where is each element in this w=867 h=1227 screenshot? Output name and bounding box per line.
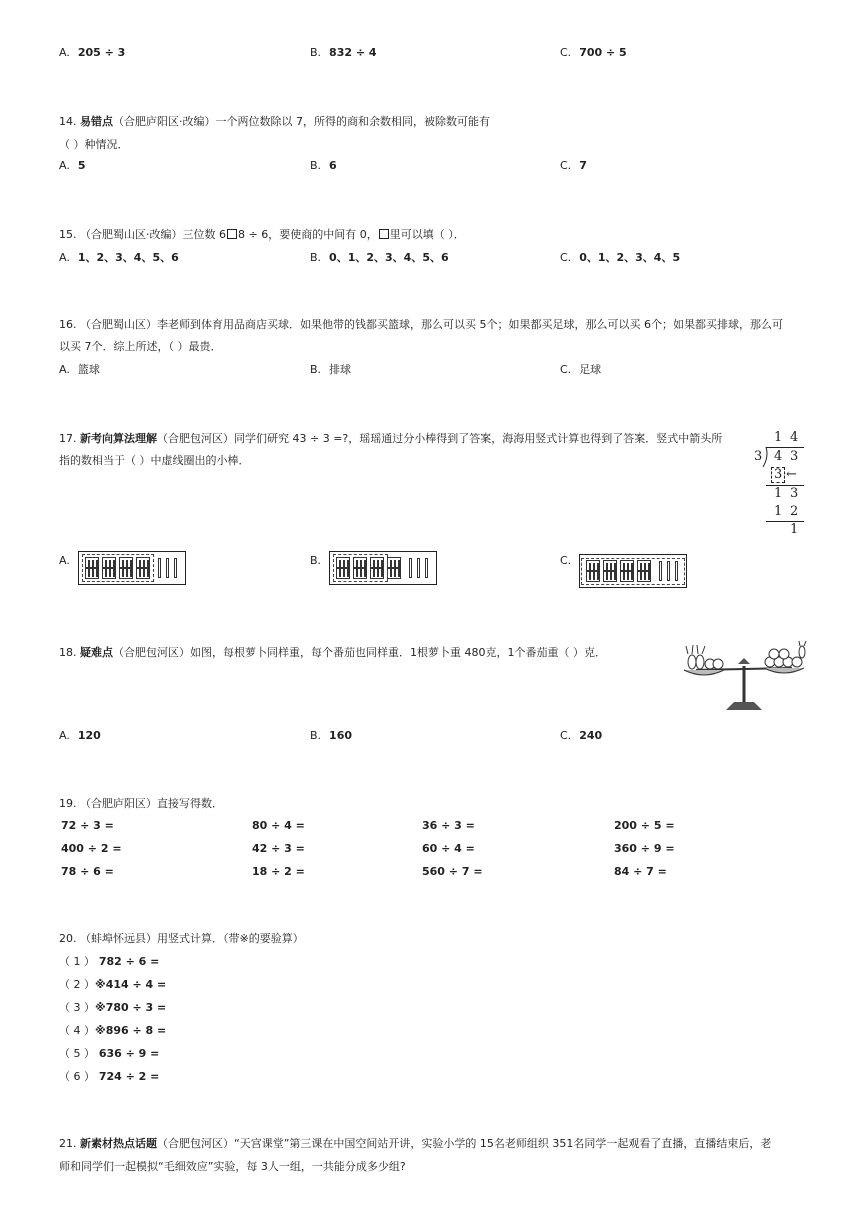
option-text: 240 — [579, 729, 603, 742]
item-expression: ※896 ÷ 8 = — [95, 1024, 167, 1037]
q16-option-c[interactable] — [560, 361, 601, 377]
dashed-circle — [333, 554, 388, 582]
question-text: 里可以填（ ）． — [389, 228, 465, 241]
division-line — [766, 485, 804, 486]
tomato-icon — [713, 659, 723, 669]
q14-option-b[interactable] — [310, 159, 337, 172]
question-source: （合肥包河区） — [157, 432, 234, 445]
question-text: 用竖式计算．（带※的要验算） — [157, 932, 304, 945]
q19-cell[interactable]: 560 ÷ 7 = — [422, 865, 483, 878]
q17-option-a-sticks[interactable] — [78, 551, 186, 585]
radish-icon — [686, 645, 705, 669]
q14-option-a[interactable] — [59, 159, 85, 172]
option-letter: B. — [310, 363, 322, 376]
q20-stem — [59, 930, 304, 946]
remainder-digit: 3 — [790, 486, 799, 501]
item-index: （ 1 ） — [59, 955, 95, 968]
question-text: 同学们研究 43 ÷ 3 =?，瑶瑶通过分小棒得到了答案，海海用竖式计算也得到了答案．竖式中箭头所 — [234, 432, 723, 445]
option-letter: C. — [560, 363, 572, 376]
q20-item[interactable] — [59, 1068, 159, 1084]
q17-option-a-letter[interactable]: A. — [59, 554, 70, 567]
single-stick-icon — [417, 558, 420, 578]
dashed-circle — [82, 554, 154, 582]
q21-stem-line2: 师和同学们一起模拟“毛细效应”实验，每 3人一组，一共能分成多少组? — [59, 1160, 406, 1173]
single-stick-icon — [158, 558, 161, 578]
q19-cell[interactable]: 400 ÷ 2 = — [61, 842, 122, 855]
question-text: 三位数 6 — [182, 228, 226, 241]
question-tag: 新素材热点话题 — [80, 1137, 157, 1150]
option-text: 832 ÷ 4 — [329, 46, 377, 59]
blank-box-icon — [227, 229, 237, 239]
option-letter: A. — [59, 46, 70, 59]
dashed-circle — [581, 558, 685, 585]
question-tag: 新考向算法理解 — [80, 432, 157, 445]
q18-option-a[interactable] — [59, 729, 101, 742]
question-source: （蚌埠怀远县） — [80, 932, 157, 945]
q19-cell[interactable]: 80 ÷ 4 = — [252, 819, 305, 832]
q18-stem — [59, 644, 606, 660]
q15-option-b[interactable] — [310, 249, 449, 265]
q15-option-c[interactable] — [560, 249, 680, 265]
option-text: 足球 — [579, 363, 602, 376]
option-letter: B. — [310, 46, 322, 59]
q14-stem-line2: （ ）种情况． — [59, 138, 129, 151]
question-source: （合肥庐阳区·改编） — [113, 115, 216, 128]
question-number: 19. — [59, 797, 77, 810]
item-index: （ 2 ） — [59, 978, 95, 991]
divisor: 3 — [754, 449, 763, 464]
q19-cell[interactable]: 36 ÷ 3 = — [422, 819, 475, 832]
option-text: 120 — [77, 729, 101, 742]
q16-option-a[interactable] — [59, 361, 100, 377]
q17-option-b-sticks[interactable] — [329, 551, 437, 585]
option-text: 700 ÷ 5 — [579, 46, 627, 59]
option-text: 7 — [579, 159, 587, 172]
product-digit: 2 — [790, 504, 799, 519]
tomato-icon — [765, 649, 802, 667]
question-number: 14. — [59, 115, 77, 128]
option-text: 6 — [329, 159, 337, 172]
q19-cell[interactable]: 84 ÷ 7 = — [614, 865, 667, 878]
division-bar — [766, 447, 804, 448]
option-letter: C. — [560, 159, 572, 172]
option-letter: B. — [310, 251, 322, 264]
question-text: 8 ÷ 6，要使商的中间有 0， — [238, 228, 378, 241]
option-text: 0、1、2、3、4、5、6 — [329, 251, 449, 264]
q17-stem-line1 — [59, 430, 722, 446]
option-text: 排球 — [329, 363, 352, 376]
question-text: 李老师到体育用品商店买球．如果他带的钱都买篮球，那么可以买 5个；如果都买足球，那么可以买 6个；如果都买排球，那么可 — [157, 318, 783, 331]
blank-box-icon — [379, 229, 389, 239]
arrow-icon: ← — [786, 467, 797, 482]
item-expression: ※414 ÷ 4 = — [95, 978, 167, 991]
remainder-digit: 1 — [774, 486, 783, 501]
q19-cell[interactable]: 42 ÷ 3 = — [252, 842, 305, 855]
question-number: 16. — [59, 318, 77, 331]
q20-item[interactable] — [59, 953, 159, 969]
q19-cell[interactable]: 72 ÷ 3 = — [61, 819, 114, 832]
q17-option-c-sticks[interactable] — [579, 554, 687, 588]
q19-cell[interactable]: 360 ÷ 9 = — [614, 842, 675, 855]
question-number: 17. — [59, 432, 77, 445]
radish-icon — [799, 641, 806, 658]
question-text: 一个两位数除以 7，所得的商和余数相同，被除数可能有 — [215, 115, 490, 128]
item-index: （ 6 ） — [59, 1070, 95, 1083]
single-stick-icon — [409, 558, 412, 578]
stick-bundle-icon — [387, 557, 401, 579]
q13-option-a[interactable] — [59, 46, 125, 59]
division-line — [766, 521, 804, 522]
balance-scale-image — [678, 640, 810, 712]
quotient-digit: 1 — [774, 430, 783, 445]
question-number: 18. — [59, 646, 77, 659]
q19-cell[interactable]: 200 ÷ 5 = — [614, 819, 675, 832]
option-letter: A. — [59, 251, 70, 264]
question-source: （合肥包河区） — [157, 1137, 234, 1150]
question-number: 15. — [59, 228, 77, 241]
option-letter: B. — [310, 159, 322, 172]
option-letter: B. — [310, 729, 322, 742]
option-letter: C. — [560, 251, 572, 264]
option-letter: A. — [59, 159, 70, 172]
product-digit-boxed: 3 — [771, 467, 785, 483]
single-stick-icon — [174, 558, 177, 578]
question-text: 直接写得数． — [157, 797, 223, 810]
item-expression: 636 ÷ 9 = — [95, 1047, 160, 1060]
q16-option-b[interactable] — [310, 361, 351, 377]
final-remainder: 1 — [790, 522, 799, 537]
q20-item[interactable] — [59, 999, 166, 1015]
q17-stem-line2: 指的数相当于（ ）中虚线圈出的小棒． — [59, 454, 250, 467]
q16-stem-line1 — [59, 316, 783, 332]
q20-item[interactable] — [59, 1045, 159, 1061]
dividend-digit: 3 — [790, 449, 799, 464]
q17-option-c-letter[interactable]: C. — [560, 554, 572, 567]
product-digit: 1 — [774, 504, 783, 519]
option-text: 5 — [77, 159, 86, 172]
question-tag: 疑难点 — [80, 646, 113, 659]
option-letter: A. — [59, 363, 70, 376]
item-expression: ※780 ÷ 3 = — [95, 1001, 167, 1014]
option-text: 160 — [329, 729, 353, 742]
q19-cell[interactable]: 78 ÷ 6 = — [61, 865, 114, 878]
dividend-digit: 4 — [774, 449, 783, 464]
q15-stem — [59, 226, 465, 242]
option-text: 0、1、2、3、4、5 — [579, 251, 681, 264]
item-index: （ 5 ） — [59, 1047, 95, 1060]
quotient-digit: 4 — [790, 430, 799, 445]
q19-cell[interactable]: 18 ÷ 2 = — [252, 865, 305, 878]
long-division — [754, 430, 810, 540]
question-source: （合肥蜀山区） — [80, 318, 157, 331]
item-index: （ 3 ） — [59, 1001, 95, 1014]
single-stick-icon — [425, 558, 428, 578]
option-text: 1、2、3、4、5、6 — [77, 251, 179, 264]
item-expression: 724 ÷ 2 = — [95, 1070, 160, 1083]
question-number: 21. — [59, 1137, 77, 1150]
option-text: 205 ÷ 3 — [77, 46, 126, 59]
q18-option-c[interactable] — [560, 729, 602, 742]
option-letter: C. — [560, 729, 572, 742]
option-letter: A. — [59, 729, 70, 742]
q15-option-a[interactable] — [59, 249, 179, 265]
question-source: （合肥庐阳区） — [80, 797, 157, 810]
question-number: 20. — [59, 932, 77, 945]
question-text: 如图，每根萝卜同样重，每个番茄也同样重．1根萝卜重 480克，1个番茄重（ ）克． — [190, 646, 606, 659]
q21-stem-line1 — [59, 1135, 771, 1151]
q20-item[interactable] — [59, 1022, 166, 1038]
question-source: （合肥蜀山区·改编） — [80, 228, 183, 241]
q19-cell[interactable]: 60 ÷ 4 = — [422, 842, 475, 855]
q16-stem-line2: 以买 7个．综上所述，（ ）最贵． — [59, 340, 222, 353]
single-stick-icon — [166, 558, 169, 578]
q18-option-b[interactable] — [310, 729, 352, 742]
q17-option-b-letter[interactable]: B. — [310, 554, 322, 567]
item-index: （ 4 ） — [59, 1024, 95, 1037]
q14-option-c[interactable] — [560, 159, 587, 172]
question-source: （合肥包河区） — [113, 646, 190, 659]
q13-option-b[interactable] — [310, 46, 377, 59]
q14-stem-line1 — [59, 113, 490, 129]
q19-stem — [59, 795, 223, 811]
q13-option-c[interactable] — [560, 46, 627, 59]
division-bracket — [762, 447, 770, 467]
q20-item[interactable] — [59, 976, 166, 992]
option-letter: C. — [560, 46, 572, 59]
question-text: “天宫课堂”第三课在中国空间站开讲，实验小学的 15名老师组织 351名同学一起观看了直播，直播结束后，老 — [234, 1137, 772, 1150]
option-text: 篮球 — [77, 363, 100, 376]
question-tag: 易错点 — [80, 115, 113, 128]
item-expression: 782 ÷ 6 = — [95, 955, 160, 968]
